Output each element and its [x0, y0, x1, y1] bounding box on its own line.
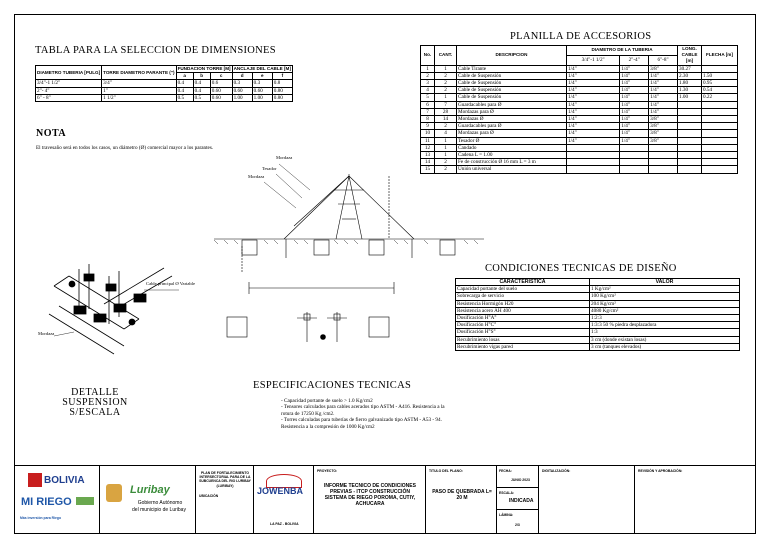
accesorios-row-cell: 3/8": [649, 116, 678, 123]
accesorios-row-cell: 1: [435, 152, 457, 159]
condiciones-row-cell: 4080 Kg/cm²: [590, 307, 740, 314]
especificaciones-title: ESPECIFICACIONES TECNICAS: [253, 380, 412, 391]
accesorios-row-cell: 1/4": [620, 108, 649, 115]
dims-row-cell: 6" - 8": [36, 94, 102, 101]
dims-row-cell: 0.60: [252, 87, 272, 94]
tower-elevation: [214, 174, 484, 272]
dims-row-cell: 0.80: [272, 94, 292, 101]
condiciones-row-cell: Recubrimiento vigas pared: [456, 343, 590, 350]
plan-info: PLAN DE FORTALECIMIENTO INTERSECTORIAL PARA DE LA SUBCUENCA DEL RIO LURIBAY (LURIBAY) UBICACIÓN: [195, 466, 253, 534]
accesorios-row-cell: Mordazas para Ø: [457, 108, 567, 115]
revision-cell: REVISIÓN Y APROBACIÓN:: [634, 466, 756, 534]
accesorios-row-cell: 1/4": [620, 72, 649, 79]
accesorios-row-cell: 1/4": [620, 80, 649, 87]
accesorios-row-cell: 1/4": [567, 87, 620, 94]
dims-row-cell: 0.3: [232, 80, 252, 87]
accesorios-row-cell: Cable Tirante: [457, 65, 567, 72]
bolivia-emblem-icon: [28, 473, 42, 487]
plano-cell: TITULO DEL PLANO: PASO DE QUEBRADA L= 20 M: [425, 466, 496, 534]
accesorios-row-cell: 1/4": [649, 72, 678, 79]
condiciones-row-cell: Resistencia Hormigón H20: [456, 300, 590, 307]
accesorios-row-cell: 2: [435, 72, 457, 79]
accesorios-row-cell: Mordazas Ø: [457, 116, 567, 123]
accesorios-row-cell: 1/4": [567, 72, 620, 79]
condiciones-row: [456, 286, 740, 293]
condiciones-table: CARACTERISTICA VALOR Capacidad portante del suelo 1 Kg/cm² Sobrecarga de servicio 100 Kg/cm² Resistencia Hormigón H20 204 Kg/cm² Resistencia acero AH 400 4080 Kg/cm² Dosificación H°A° 1:2:3 Dosificación H°C° 1:3:3 50 % piedra desplazadora Dosificación H°S° 1:3 Recubrimiento losas 3 cm (donde existan losas) Recubrimiento vigas pared 3 cm (tanques elevados): [455, 278, 740, 351]
digitalizacion-cell: DIGITALIZACIÓN:: [538, 466, 634, 534]
accesorios-row-cell: 1: [435, 65, 457, 72]
dims-row-cell: 1": [102, 87, 176, 94]
coat-of-arms-icon: [106, 484, 122, 502]
condiciones-title: CONDICIONES TECNICAS DE DISEÑO: [485, 263, 677, 274]
condiciones-row: [456, 329, 740, 336]
riego-icon: [76, 497, 94, 505]
accesorios-row-cell: 1/4": [620, 116, 649, 123]
condiciones-row: [456, 300, 740, 307]
condiciones-row-cell: Dosificación H°A°: [456, 315, 590, 322]
label-tesador: Tesador: [262, 166, 277, 171]
accesorios-row-cell: 1/4": [567, 116, 620, 123]
accesorios-row-cell: 10: [421, 130, 435, 137]
accesorios-row-cell: 1: [435, 94, 457, 101]
accesorios-row-cell: 8: [421, 116, 435, 123]
dims-row-cell: 1 1/2": [102, 94, 176, 101]
accesorios-row-cell: 5: [421, 94, 435, 101]
dims-row-cell: 0.8: [272, 80, 292, 87]
accesorios-row-cell: Fe de construcción Ø 16 mm L = 3 m: [457, 159, 567, 166]
accesorios-row-cell: Tesador Ø: [457, 137, 567, 144]
accesorios-row-cell: Cable de Suspensión: [457, 87, 567, 94]
accesorios-row-cell: Cable de Suspensión: [457, 94, 567, 101]
accesorios-row-cell: 2: [435, 123, 457, 130]
condiciones-row-cell: 3 cm (donde existan losas): [590, 336, 740, 343]
accesorios-row-cell: 1/4": [649, 108, 678, 115]
accesorios-row-cell: 0.95: [702, 80, 738, 87]
label-cable-principal: Cable principal Ø Variable: [146, 281, 196, 286]
condiciones-row: [456, 293, 740, 300]
accesorios-row-cell: 2: [435, 80, 457, 87]
accesorios-row-cell: 1/4": [649, 101, 678, 108]
accesorios-row-cell: 1: [421, 65, 435, 72]
accesorios-row-cell: 1/4": [649, 87, 678, 94]
dims-table: DIAMETRO TUBERIA [PULG] TORRE DIAMETRO PARANTE (") FUNDACION TORRE [M] ANCLAJE DEL CABLE [M] a b c d e f 3/4"-1 1/2" 3/4" 0.4 0.4 0.6 0.3 0.3 0.8 2"- 4" 1" 0.4 0.4 0.60 0.60 0.60 0.80 6" - 8" 1 1/2" 0.5 0.5 0.60 1.00 1.00 0.80: [37, 66, 291, 101]
accesorios-row-cell: 15: [421, 166, 435, 173]
condiciones-row-cell: 100 Kg/cm²: [590, 293, 740, 300]
accesorios-row-cell: 11: [421, 137, 435, 144]
condiciones-row: [456, 307, 740, 314]
accesorios-row-cell: 1: [435, 137, 457, 144]
accesorios-row-cell: 7: [421, 108, 435, 115]
dims-row-cell: 0.3: [252, 80, 272, 87]
label-mordaza-2: Mordaza: [248, 174, 265, 179]
accesorios-row-cell: Candado: [457, 144, 567, 151]
label-mordaza-1: Mordaza: [276, 155, 293, 160]
nota-title: NOTA: [36, 128, 67, 139]
accesorios-row-cell: 0.54: [702, 87, 738, 94]
accesorios-table: No. CANT. DESCRIPCION DIAMETRO DE LA TUBERIA LONG. CABLE [m] FLECHA [m] 3/4"-1 1/2" 2"-4" 6"-8" 1 1 Cable Tirante 1/4" 1/4" 3/8" 30.27 2 2 Cable de Suspensión 1/4" 1/4" 1/4" 2.30 1.50 3 2 Cable de Suspensión 1/4" 1/4" 1/4" 1.80 0.95 4 2 Cable de Suspensión 1/4" 1/4" 1/4" 1.30 0.54 5 1 Cable de Suspensión 1/4" 1/4" 1/4" 1.00 0.22 6 7 Guardacables para Ø 1/4" 1/4" 1/4" 7 28 Mordazas para Ø 1/4" 1/4" 1/4" 8 14 Mordazas Ø 1/4" 1/4" 3/8" 9 2 Guardacables para Ø 1/4" 1/4" 3/8" 10 4 Mordazas para Ø 1/4" 1/4" 3/8" 11 1 Tesador Ø 1/4" 1/4" 3/8" 12 1 Candado 13 1 Cadena L = 1.00 14 2 Fe de construcción Ø 16 mm L = 3 m 15 2 Unión universal: [420, 45, 738, 174]
accesorios-title: PLANILLA DE ACCESORIOS: [510, 31, 652, 42]
accesorios-row-cell: 2: [421, 72, 435, 79]
accesorios-row-cell: 1/4": [567, 65, 620, 72]
condiciones-row-cell: Resistencia acero AH 400: [456, 307, 590, 314]
label-mordaza-3: Mordaza: [38, 331, 55, 336]
accesorios-row-cell: 7: [435, 101, 457, 108]
condiciones-row-cell: 1:3:3 50 % piedra desplazadora: [590, 322, 740, 329]
dims-row-cell: 0.60: [232, 87, 252, 94]
accesorios-row-cell: 14: [421, 159, 435, 166]
dims-row-cell: 0.60: [210, 87, 232, 94]
condiciones-row-cell: 1 Kg/cm²: [590, 286, 740, 293]
accesorios-row-cell: 14: [435, 116, 457, 123]
dims-row-cell: 0.4: [193, 80, 210, 87]
accesorios-row-cell: 1/4": [649, 80, 678, 87]
accesorios-row-cell: 1/4": [620, 65, 649, 72]
accesorios-row-cell: 2.30: [678, 72, 702, 79]
dims-row-cell: 0.80: [272, 87, 292, 94]
nota-text: El travesaño será en todos los casos, un diámetro (Ø) comercial mayor a los parantes.: [36, 145, 214, 151]
accesorios-row-cell: 1: [435, 144, 457, 151]
especificaciones-list: [281, 398, 451, 430]
accesorios-row-cell: 13: [421, 152, 435, 159]
dims-row-cell: 1.00: [232, 94, 252, 101]
accesorios-row-cell: 1/4": [567, 123, 620, 130]
condiciones-row-cell: Dosificación H°C°: [456, 322, 590, 329]
accesorios-row-cell: 30.27: [678, 65, 702, 72]
accesorios-row-cell: 1.50: [702, 72, 738, 79]
dims-row-cell: 3/4"-1 1/2": [36, 80, 102, 87]
accesorios-row-cell: Mordazas para Ø: [457, 130, 567, 137]
condiciones-row-cell: 1:3: [590, 329, 740, 336]
logo-jowenba: JOWENBA LA PAZ - BOLIVIA: [253, 466, 313, 534]
accesorios-row-cell: 1/4": [620, 137, 649, 144]
accesorios-row-cell: 1.00: [678, 94, 702, 101]
condiciones-row-cell: Recubrimiento losas: [456, 336, 590, 343]
dims-row-cell: 0.5: [176, 94, 193, 101]
accesorios-row-cell: 1.80: [678, 80, 702, 87]
accesorios-row-cell: 3: [421, 80, 435, 87]
dims-row-cell: 0.60: [210, 94, 232, 101]
dims-row-cell: 0.4: [176, 87, 193, 94]
condiciones-row-cell: Capacidad portante del suelo: [456, 286, 590, 293]
accesorios-row-cell: Cable de Suspensión: [457, 80, 567, 87]
dims-row-cell: 2"- 4": [36, 87, 102, 94]
accesorios-row-cell: 1/4": [649, 94, 678, 101]
dims-row-cell: 3/4": [102, 80, 176, 87]
accesorios-row-cell: Cadena L = 1.00: [457, 152, 567, 159]
accesorios-row-cell: 2: [435, 159, 457, 166]
accesorios-row-cell: 2: [435, 166, 457, 173]
title-block: [14, 465, 756, 534]
accesorios-row-cell: 9: [421, 123, 435, 130]
accesorios-row-cell: 1/4": [620, 130, 649, 137]
accesorios-row-cell: Unión universal: [457, 166, 567, 173]
condiciones-row: [456, 315, 740, 322]
accesorios-row-cell: 0.22: [702, 94, 738, 101]
fecha-escala-cell: FECHA: JUNIO 2023 ESCALA: INDICADA LÁMINA: 2/3: [496, 466, 538, 534]
accesorios-row-cell: Guardacables para Ø: [457, 123, 567, 130]
spec-item: - Tensores calculados para cables acerados tipo ASTM - A416. Resistencia a la rotura de 17250 Kg /cm2.: [281, 404, 445, 417]
suspension-detail: [49, 264, 179, 354]
tower-plan-view: [227, 282, 394, 342]
accesorios-row-cell: 3/8": [649, 65, 678, 72]
accesorios-row-cell: 1/4": [567, 80, 620, 87]
accesorios-row-cell: 1/4": [620, 87, 649, 94]
accesorios-row-cell: 1/4": [620, 101, 649, 108]
accesorios-row-cell: 1/4": [567, 94, 620, 101]
spec-item: - Torres calculadas para tuberías de fierro galvanizado tipo ASTM - A53 - 94. Resistencia a la compresión de 1000 Kg/cm2: [281, 417, 442, 430]
condiciones-row-cell: Dosificación H°S°: [456, 329, 590, 336]
condiciones-row-cell: Sobrecarga de servicio: [456, 293, 590, 300]
accesorios-row-cell: Guardacables para Ø: [457, 101, 567, 108]
accesorios-row-cell: Cable de Suspensión: [457, 72, 567, 79]
accesorios-row-cell: 1/4": [567, 137, 620, 144]
accesorios-row-cell: 3/8": [649, 137, 678, 144]
accesorios-row-cell: 6: [421, 101, 435, 108]
dims-row-cell: 0.4: [176, 80, 193, 87]
proyecto-cell: PROYECTO: INFORME TECNICO DE CONDICIONES PREVIAS - ITCP CONSTRUCCIÓN SISTEMA DE RIEGO POROMA, CUTIY, ACHUCARA: [313, 466, 425, 534]
accesorios-row-cell: 4: [435, 130, 457, 137]
accesorios-row-cell: 1/4": [620, 123, 649, 130]
dims-row-cell: 0.6: [210, 80, 232, 87]
accesorios-row-cell: 1/4": [620, 94, 649, 101]
condiciones-row-cell: 1:2:3: [590, 315, 740, 322]
accesorios-row-cell: 2: [435, 87, 457, 94]
logo-luribay: Luribay Gobierno Autónomo del municipio de Luribay: [99, 466, 195, 534]
accesorios-row-cell: 1/4": [567, 130, 620, 137]
accesorios-row-cell: 3/8": [649, 123, 678, 130]
dims-row-cell: 1.00: [252, 94, 272, 101]
accesorios-row-cell: 1/4": [567, 101, 620, 108]
condiciones-row: [456, 322, 740, 329]
dims-title: TABLA PARA LA SELECCION DE DIMENSIONES: [35, 45, 276, 56]
accesorios-row-cell: 1/4": [567, 108, 620, 115]
accesorios-row-cell: 1.30: [678, 87, 702, 94]
condiciones-row-cell: 204 Kg/cm²: [590, 300, 740, 307]
dims-row-cell: 0.4: [193, 87, 210, 94]
detalle-title: DETALLE SUSPENSION S/ESCALA: [62, 387, 128, 418]
spec-item: - Capacidad portante de suelo > 1.0 Kg/cm2: [281, 398, 373, 404]
condiciones-row: [456, 336, 740, 343]
condiciones-row-cell: 3 cm (tanques elevados): [590, 343, 740, 350]
accesorios-row-cell: 3/8": [649, 130, 678, 137]
accesorios-row-cell: 12: [421, 144, 435, 151]
condiciones-row: [456, 343, 740, 350]
accesorios-row-cell: 28: [435, 108, 457, 115]
logo-bolivia: BOLIVIA MI RIEGO Más inversión para Riego: [14, 466, 99, 534]
accesorios-row-cell: 4: [421, 87, 435, 94]
dims-row-cell: 0.5: [193, 94, 210, 101]
